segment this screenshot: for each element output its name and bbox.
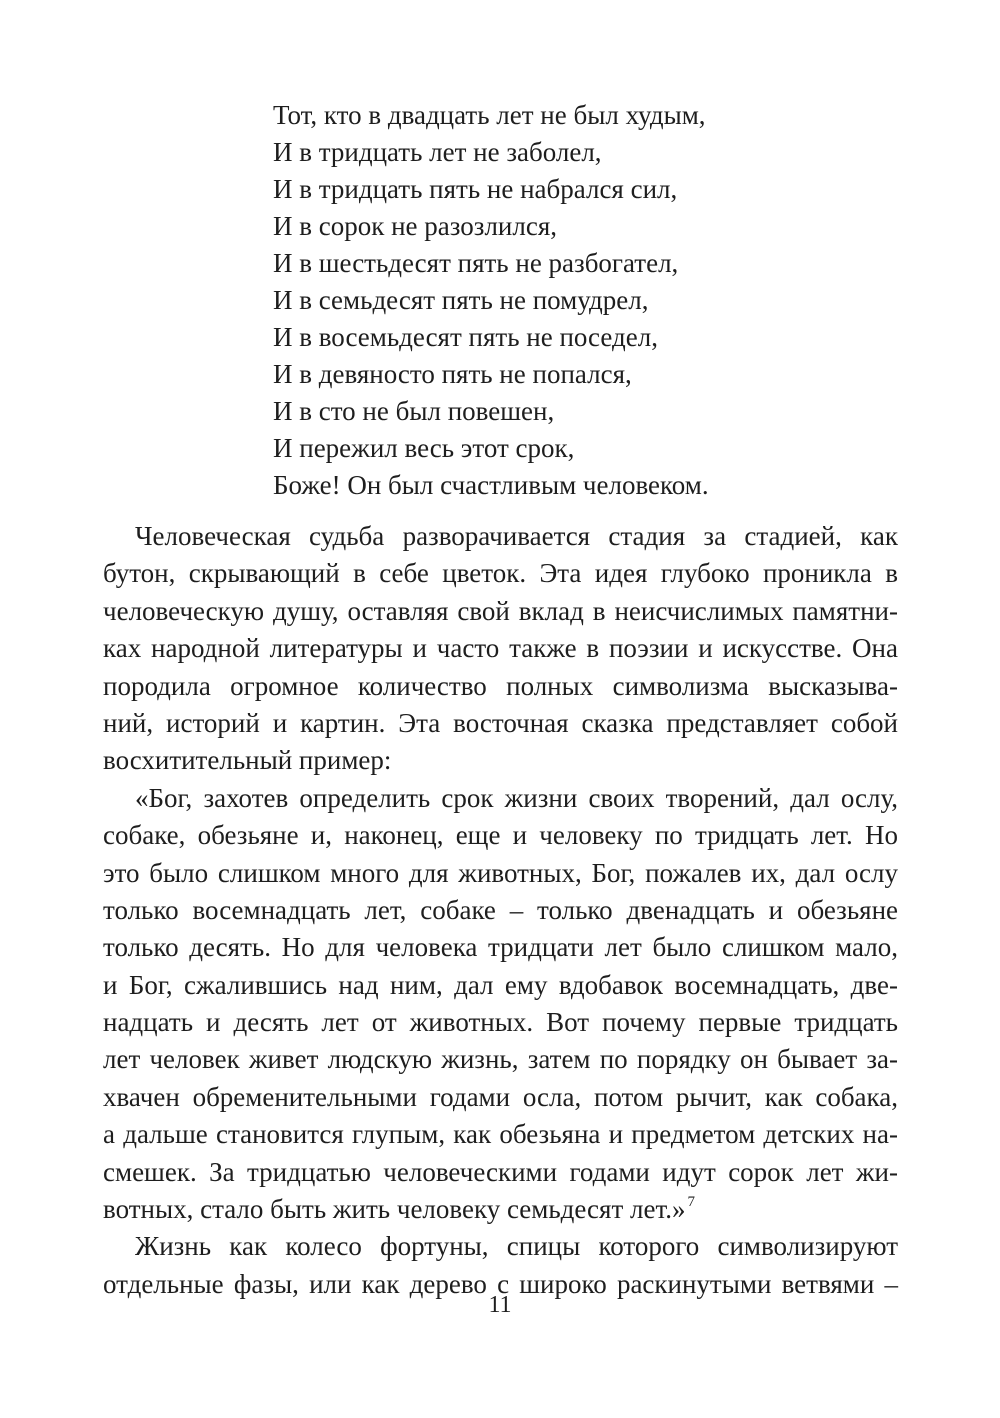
text-line: собаке, обезьяне и, наконец, еще и человеку по тридцать лет. Но	[103, 820, 898, 851]
poem	[273, 97, 893, 504]
text-line	[103, 1191, 898, 1228]
poem-line: И в семьдесят пять не помудрел,	[273, 285, 649, 315]
paragraph-fate	[103, 518, 898, 780]
body-text	[103, 518, 898, 1303]
poem-line: И в сто не был повешен,	[273, 396, 555, 426]
poem-line: И в тридцать пять не набрался сил,	[273, 174, 678, 204]
text-line: только восемнадцать лет, собаке – только двенадцать и обезьяне	[103, 894, 898, 925]
footnote-marker[interactable]: 7	[687, 1194, 695, 1211]
text-line: породила огромное количество полных символизма высказыва-	[103, 670, 898, 701]
poem-line: И в восемьдесят пять не поседел,	[273, 322, 658, 352]
text-line: «Бог, захотев определить срок жизни своих творений, дал ослу,	[135, 782, 898, 813]
poem-line: И пережил весь этот срок,	[273, 433, 575, 463]
text-line: Человеческая судьба разворачивается стадия за стадией, как	[135, 521, 898, 551]
paragraph-eastern-tale	[103, 780, 898, 1229]
text-line: ках народной литературы и часто также в поэзии и искусстве. Она	[103, 633, 898, 664]
poem-line: И в девяносто пять не попался,	[273, 359, 632, 389]
text-line: это было слишком много для животных, Бог, пожалев их, дал ослу	[103, 857, 898, 888]
text-line: отдельные фазы, или как дерево с широко раскинутыми ветвями –	[103, 1268, 898, 1299]
text-line: смешек. За тридцатью человеческими годами идут сорок лет жи-	[103, 1156, 898, 1187]
text-line: и Бог, сжалившись над ним, дал ему вдобавок восемнадцать, две-	[103, 969, 898, 1000]
text-line: восхитительный пример:	[103, 745, 392, 776]
poem-line: И в сорок не разозлился,	[273, 211, 557, 241]
poem-line: И в тридцать лет не заболел,	[273, 137, 602, 167]
poem-line: И в шестьдесят пять не разбогател,	[273, 248, 679, 278]
text-line: хвачен обременительными годами осла, потом рычит, как собака,	[103, 1081, 898, 1112]
text-line: а дальше становится глупым, как обезьяна и предметом детских на-	[103, 1119, 898, 1150]
text-line: лет человек живет людскую жизнь, затем по порядку он бывает за-	[103, 1044, 898, 1075]
poem-line: Боже! Он был счастливым человеком.	[273, 470, 709, 500]
text-line-content: вотных, стало быть жить человеку семьдесят лет.»	[103, 1194, 686, 1225]
poem-line: Тот, кто в двадцать лет не был худым,	[273, 100, 706, 130]
text-line: только десять. Но для человека тридцати лет было слишком мало,	[103, 932, 898, 963]
page-number: 11	[488, 1292, 512, 1318]
text-line: бутон, скрывающий в себе цветок. Эта идея глубоко проникла в	[103, 558, 898, 589]
text-line: Жизнь как колесо фортуны, спицы которого символизируют	[135, 1231, 898, 1262]
text-line: человеческую душу, оставляя свой вклад в неисчислимых памятни-	[103, 595, 898, 626]
text-line: ний, историй и картин. Эта восточная сказка представляет собой	[103, 707, 898, 738]
text-line: надцать и десять лет от животных. Вот почему первые тридцать	[103, 1007, 898, 1038]
